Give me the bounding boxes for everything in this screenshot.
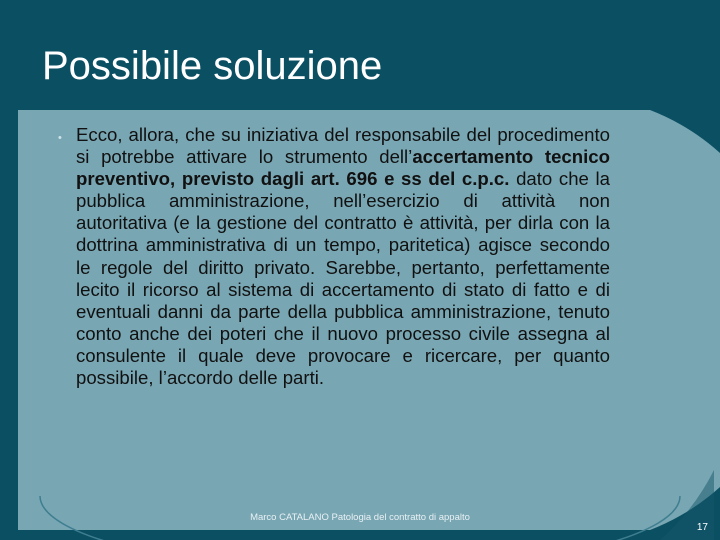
body-paragraph: [76, 124, 610, 389]
slide-title: Possibile soluzione: [42, 44, 383, 88]
page-number: 17: [696, 522, 708, 533]
body-text-part-2: dato che la pubblica amministrazione, nell’esercizio di attività non autoritativa (e la gestione del contratto è attività, per dirla con la dottrina amministrativa di un tempo, paritetica) agisce secondo le regole del diritto privato. Sarebbe, pertanto, perfettamente lecito il ricorso al sistema di accertamento di stato di fatto e di eventuali danni da parte della pubblica amministrazione, tenuto conto anche dei poteri che il nuovo processo civile assegna al consulente il quale deve provocare e ricercare, per quanto possibile, l’accordo delle parti.: [76, 168, 610, 389]
bullet-icon: •: [58, 132, 62, 144]
body-text-bold: accertamento tecnico preventivo, previsto dagli art. 696 e ss del c.p.c.: [76, 146, 610, 190]
footer-text: Marco CATALANO Patologia del contratto di appalto: [250, 512, 470, 523]
body-text-part-1: Ecco, allora, che su iniziativa del responsabile del procedimento si potrebbe attivare lo strumento dell’: [76, 124, 610, 168]
